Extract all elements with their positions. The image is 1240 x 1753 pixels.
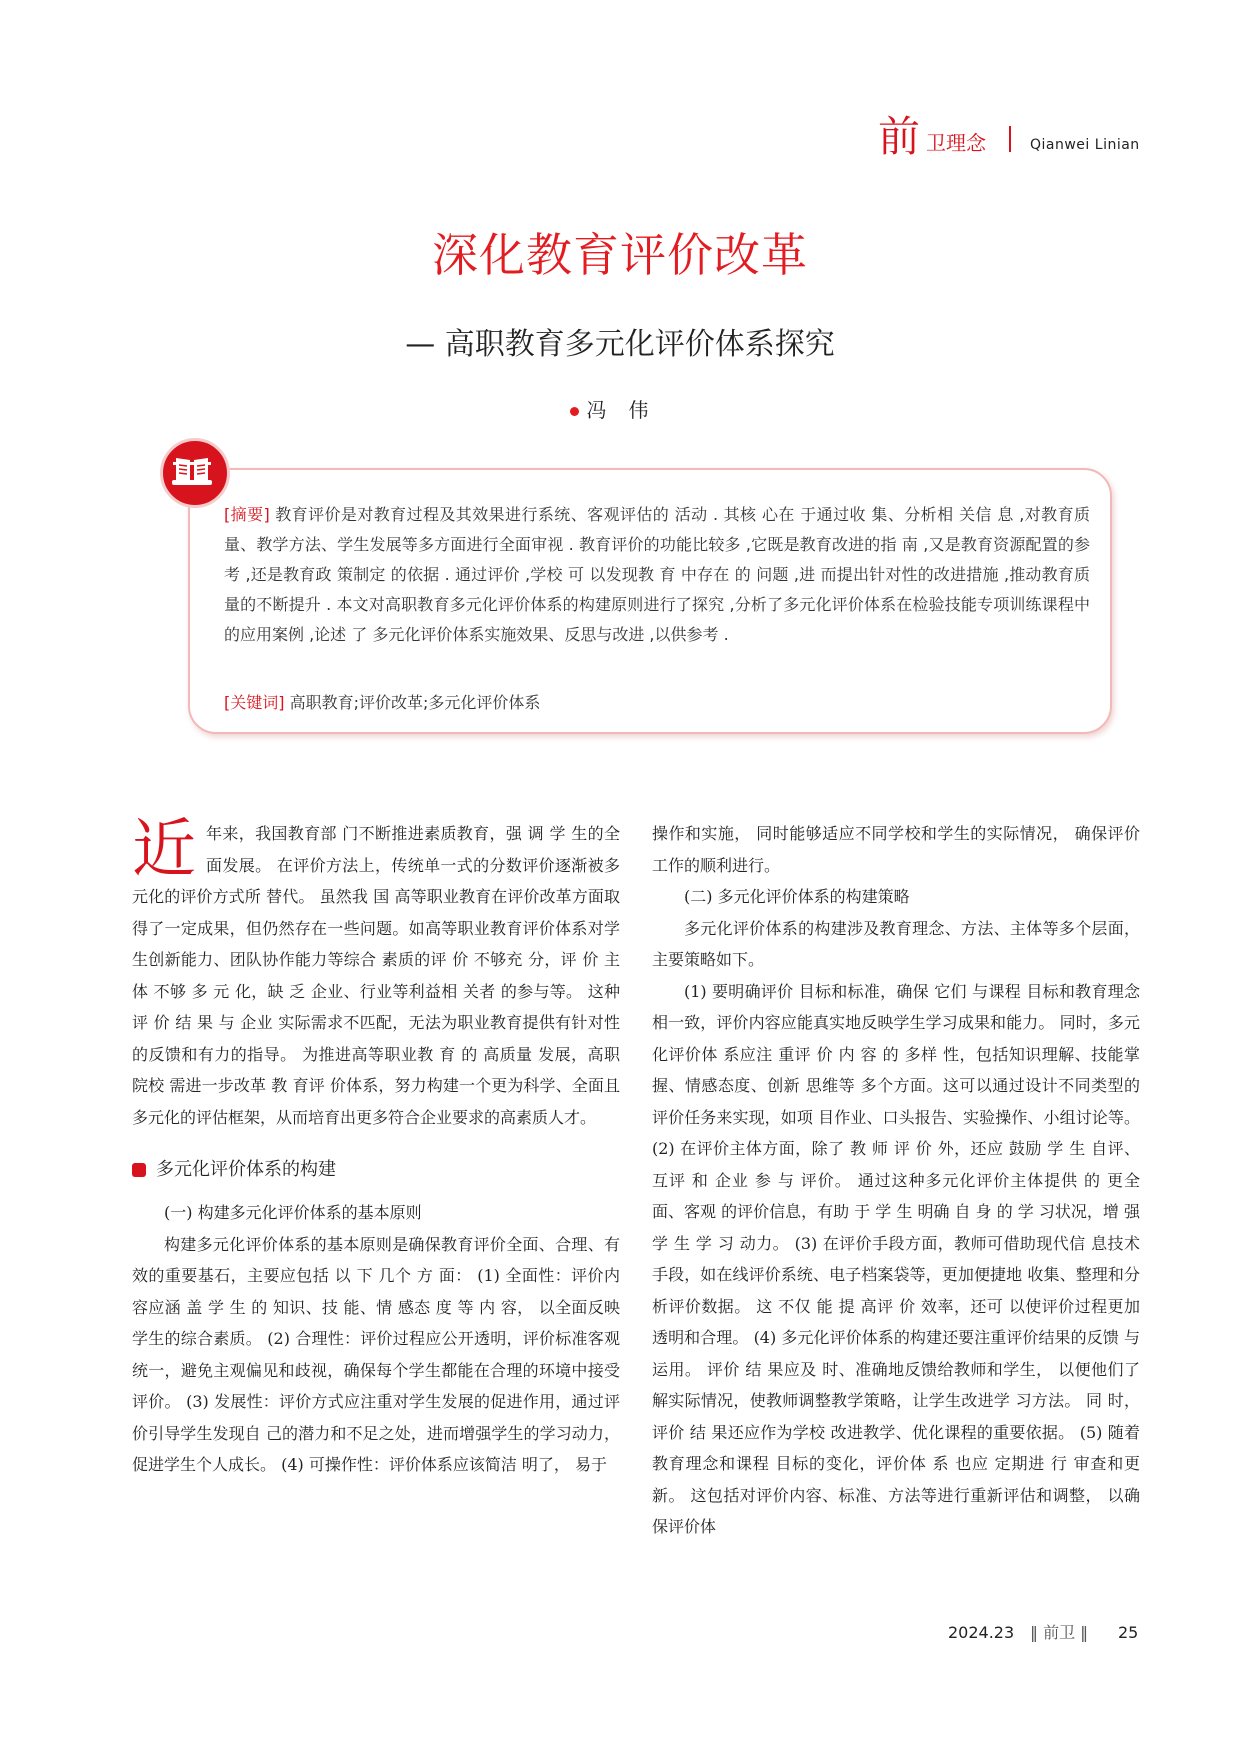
body-column-right (652, 818, 1140, 1543)
paragraph-strategy-intro: 多元化评价体系的构建涉及教育理念、方法、主体等多个层面， 主要策略如下。 (652, 918, 1140, 969)
book-icon (160, 438, 230, 508)
issue-number: 2024.23 (948, 1623, 1015, 1642)
article-subtitle: — 高职教育多元化评价体系探究 (405, 327, 835, 362)
drop-cap: 近 (132, 813, 196, 887)
article-author (0, 395, 1240, 425)
paragraph-strategies: (1) 要明确评价 目标和标准，确保 它们 与课程 目标和教育理念相一致，评价内容应能真实地反映学生学习成果和能力。 同时，多元化评价体 系应注 重评 价 内 容 的 多样 性，包括知识理解、技能掌握、情感态度、创新 思维等 多个方面。这可以通过设计不同类型的评价任务来实现，如项 目作业、口头报告、实验操作、小组讨论等。 (2) 在评价主体方面，除了 教 师 评 价 外，还应 鼓励 学 生 自评、互评 和 企业 参 与 评价。 通过这种多元化评价主体提供 的 更全面、客观 的评价信息，有助 于 学 生 明确 自 身 的 学 习状况，增 强 学 生 学 习 动力。 (3) 在评价手段方面，教师可借助现代信 息技术手段，如在线评价系统、电子档案袋等，更加便捷地 收集、整理和分析评价数据。 这 不仅 能 提 高评 价 效率，还可 以使评价过程更加透明和合理。 (4) 多元化评价体系的构建还要注重评价结果的反馈 与运用。 评价 结 果应及 时、准确地反馈给教师和学生， 以便他们了解实际情况，使教师调整教学策略，让学生改进学 习方法。 同 时，评价 结 果还应作为学校 改进教学、优化课程的重要依据。 (5) 随着教育理念和课程 目标的变化，评价体 系 也应 定期进 行 审查和更新。 这包括对评价内容、标准、方法等进行重新评估和调整， 以确保评价体 (652, 981, 1140, 1536)
journal-name: ‖ 前卫 ‖ (1030, 1623, 1089, 1642)
section-heading (132, 1155, 620, 1185)
column-brand-initial: 前 (878, 112, 921, 161)
abstract (224, 500, 1090, 650)
page-header (868, 112, 1168, 162)
keywords-label: [关键词] (224, 693, 285, 712)
section-heading-text: 多元化评价体系的构建 (156, 1159, 336, 1180)
keywords (224, 688, 1090, 718)
author-name: 冯伟 (586, 398, 671, 422)
column-brand-name: 卫理念 (926, 131, 986, 155)
subsection-heading-1: (一) 构建多元化评价体系的基本原则 (164, 1203, 422, 1222)
intro-text: 年来，我国教育部 门不断推进素质教育，强 调 学 生的全面发展。 在评价方法上，传统单一式的分数评价逐渐被多元化的评价方式所 替代。 虽然我 国 高等职业教育在评价改革方面取得了一定成果，但仍然存在一些问题。如高等职业教育评价体系对学生创新能力、团队协作能力等综合 素质的评 价 不够充 分，评 价 主体 不够 多 元 化，缺 乏 企业、行业等利益相 关者 的参与等。 这种评 价 结 果 与 企业 实际需求不匹配，无法为职业教育提供有针对性的反馈和有力的指导。 为推进高等职业教 育 的 高质量 发展，高职 院校 需进一步改革 教 育评 价体系，努力构建一个更为科学、全面且多元化的评估框架，从而培育出更多符合企业要求的高素质人才。 (132, 824, 620, 1127)
subsection-heading-2: (二) 多元化评价体系的构建策略 (684, 887, 910, 906)
body-column-left (132, 813, 620, 1481)
page-footer (948, 1618, 1188, 1648)
intro-paragraph (132, 813, 620, 1133)
header-divider (1009, 126, 1011, 152)
author-bullet-icon (570, 407, 579, 416)
page-number: 25 (1118, 1623, 1139, 1642)
section-marker-icon (132, 1163, 146, 1177)
paragraph-continued: 操作和实施， 同时能够适应不同学校和学生的实际情况， 确保评价工作的顺利进行。 (652, 824, 1140, 875)
keywords-body: 高职教育;评价改革;多元化评价体系 (289, 693, 541, 712)
column-brand-pinyin: Qianwei Linian (1030, 137, 1140, 153)
abstract-body: 教育评价是对教育过程及其效果进行系统、客观评估的 活动 . 其核 心在 于通过收 集、分析相 关信 息 ,对教育质量、教学方法、学生发展等多方面进行全面审视 . 教育评价的功能比较多 ,它既是教育改进的指 南 ,又是教育资源配置的参考 ,还是教育政 策制定 的依据 . 通过评价 ,学校 可 以发现教 育 中存在 的 问题 ,进 而提出针对性的改进措施 ,推动教育质量的不断提升 . 本文对高职教育多元化评价体系的构建原则进行了探究 ,分析了多元化评价体系在检验技能专项训练课程中的应用案例 ,论述 了 多元化评价体系实施效果、反思与改进 ,以供参考 . (224, 505, 1090, 644)
paragraph-principles: 构建多元化评价体系的基本原则是确保教育评价全面、合理、有效的重要基石，主要应包括 以 下 几个 方 面： (1) 全面性：评价内 容应涵 盖 学 生 的 知识、技 能、情 感态 度 等 内 容， 以全面反映学生的综合素质。 (2) 合理性：评价过程应公开透明，评价标准客观统一，避免主观偏见和歧视，确保每个学生都能在合理的环境中接受评价。 (3) 发展性：评价方式应注重对学生发展的促进作用，通过评价引导学生发现自 己的潜力和不足之处，进而增强学生的学习动力，促进学生个人成长。 (4) 可操作性：评价体系应该简洁 明了， 易于 (132, 1234, 620, 1474)
abstract-label: [摘要] (224, 505, 270, 524)
article-title: 深化教育评价改革 (432, 228, 808, 282)
